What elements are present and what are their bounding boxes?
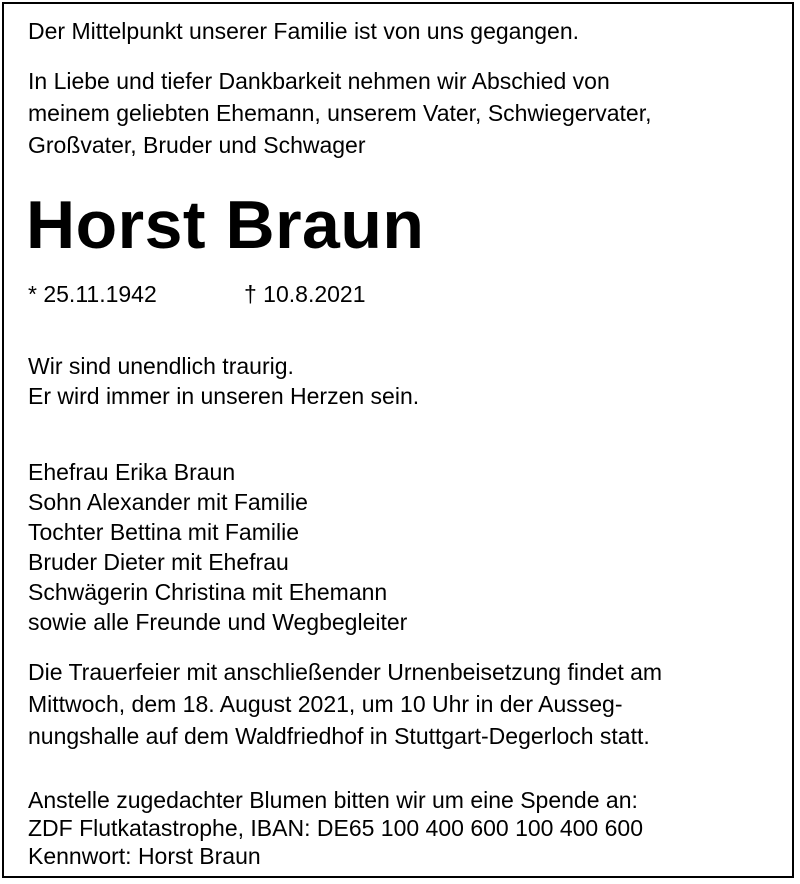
donation-line: Kennwort: Horst Braun bbox=[28, 843, 261, 869]
funeral-line: nungshalle auf dem Waldfriedhof in Stuttgart-Degerloch statt. bbox=[28, 723, 650, 749]
birth-date: * 25.11.1942 bbox=[28, 281, 157, 307]
farewell-line: Großvater, Bruder und Schwager bbox=[28, 132, 366, 158]
death-date: † 10.8.2021 bbox=[244, 281, 366, 307]
mourner-entry: Bruder Dieter mit Ehefrau bbox=[28, 549, 289, 575]
mourning-line: Wir sind unendlich traurig. bbox=[28, 353, 294, 379]
farewell-line: In Liebe und tiefer Dankbarkeit nehmen wir Abschied von bbox=[28, 68, 610, 94]
mourner-entry: Sohn Alexander mit Familie bbox=[28, 489, 308, 515]
mourner-entry: Schwägerin Christina mit Ehemann bbox=[28, 579, 388, 605]
donation-line: ZDF Flutkatastrophe, IBAN: DE65 100 400 600 100 400 600 bbox=[28, 815, 643, 841]
mourner-entry: Tochter Bettina mit Familie bbox=[28, 519, 299, 545]
funeral-line: Die Trauerfeier mit anschließender Urnenbeisetzung findet am bbox=[28, 659, 663, 685]
mourning-line: Er wird immer in unseren Herzen sein. bbox=[28, 383, 420, 409]
mourner-entry: Ehefrau Erika Braun bbox=[28, 459, 236, 485]
funeral-line: Mittwoch, dem 18. August 2021, um 10 Uhr in der Ausseg- bbox=[28, 691, 623, 717]
donation-line: Anstelle zugedachter Blumen bitten wir um eine Spende an: bbox=[28, 787, 638, 813]
mourner-entry: sowie alle Freunde und Wegbegleiter bbox=[28, 609, 408, 635]
intro-text: Der Mittelpunkt unserer Familie ist von uns gegangen. bbox=[28, 18, 580, 44]
farewell-line: meinem geliebten Ehemann, unserem Vater, Schwiegervater, bbox=[28, 100, 652, 126]
deceased-name: Horst Braun bbox=[26, 187, 425, 263]
